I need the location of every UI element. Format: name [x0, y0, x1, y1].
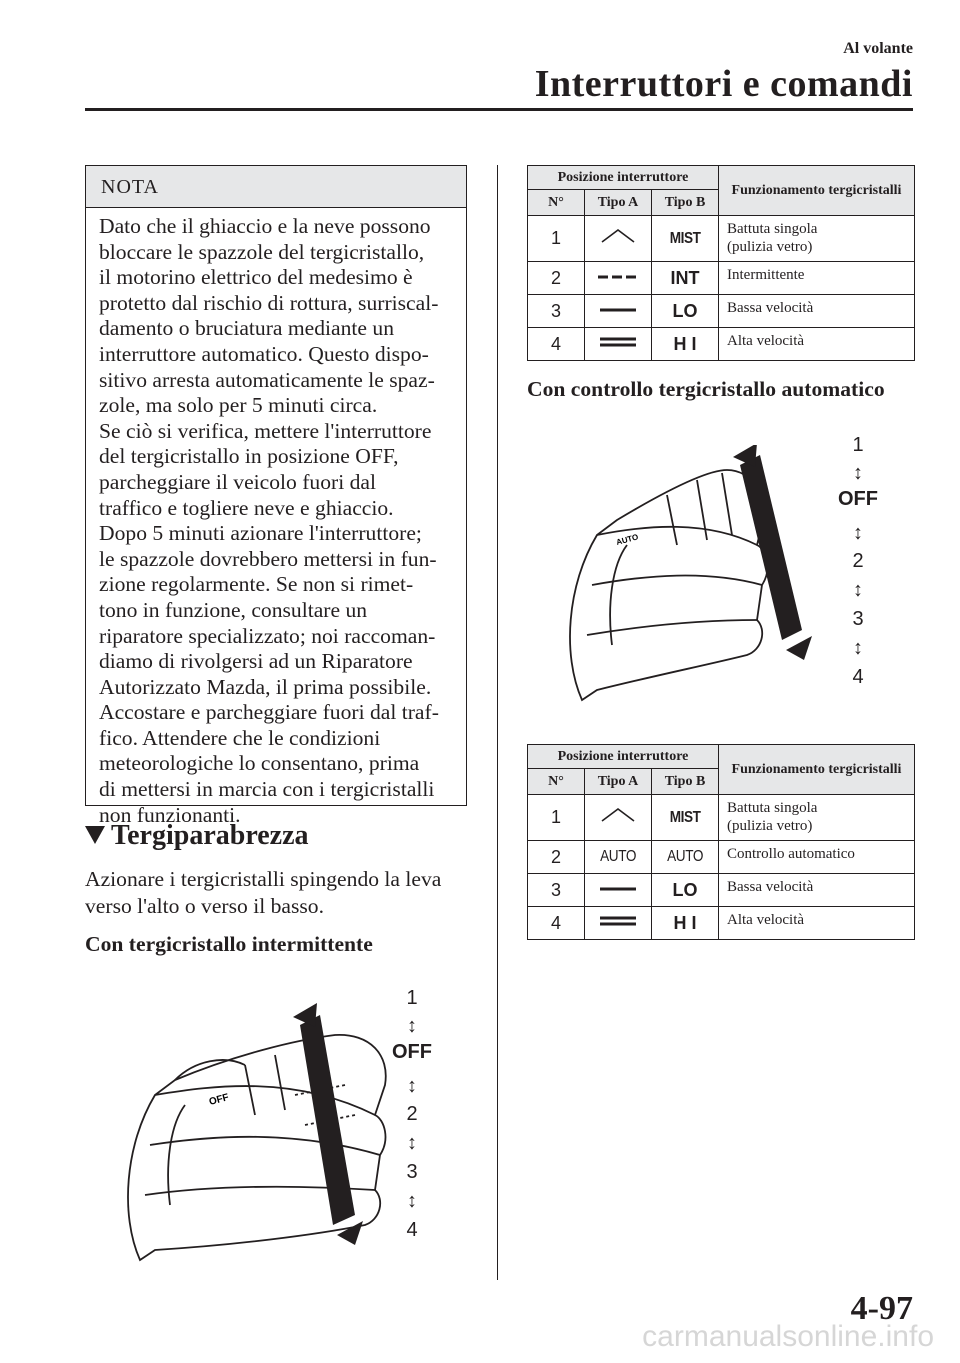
- section-heading-text: Tergiparabrezza: [111, 820, 309, 851]
- table-header-number: N°: [528, 190, 585, 216]
- page-number: 4-97: [850, 1290, 913, 1327]
- page-title: Interruttori e comandi: [534, 63, 913, 105]
- subheading-intermittent: Con tergicristallo intermittente: [85, 932, 373, 956]
- lever-label-off: OFF: [207, 1092, 231, 1108]
- up-down-arrow-icon: ↕: [853, 522, 863, 544]
- up-down-arrow-icon: ↕: [407, 1015, 417, 1037]
- dashed-line-icon: [596, 272, 640, 282]
- position-label: 2: [406, 1102, 418, 1125]
- table-row: 2 INT Intermittente: [528, 262, 915, 295]
- section-heading: [85, 820, 309, 852]
- triangle-marker-icon: [85, 826, 105, 844]
- up-down-arrow-icon: ↕: [853, 637, 863, 659]
- switch-position-table-intermittent: [527, 165, 915, 361]
- table-header-number: N°: [528, 769, 585, 795]
- up-down-arrow-icon: ↕: [407, 1075, 417, 1097]
- position-sequence-2: [826, 432, 890, 690]
- subheading-auto: Con controllo tergicristallo automatico: [527, 377, 885, 401]
- mist-icon: [598, 226, 638, 246]
- position-label: 1: [852, 433, 864, 456]
- header-rule: [85, 108, 913, 111]
- note-text: Dato che il ghiaccio e la neve possono bloccare le spazzole del tergicristallo, il motorino elettrico del medesimo è protetto dal rischio di rottura, surriscal- damento o bruciatura mediante un interruttore automatico. Questo dispo- sitivo arresta automaticamente le spaz- zole, ma solo per 5 minuti circa. Se ciò si verifica, mettere l'interruttore del tergicristallo in posizione OFF, parcheggiare il veicolo fuori dal traffico e togliere neve e ghiaccio. Dopo 5 minuti azionare l'interruttore; le spazzole dovrebbero mettersi in fun- zione regolarmente. Se non si rimet- tono in funzione, consultare un riparatore specializzato; noi raccoman- diamo di rivolgersi ad un Riparatore Autorizzato Mazda, il prima possibile. Accostare e parcheggiare fuori dal traf- fico. Attendere che le condizioni meteorologiche lo consentano, prima di mettersi in marcia con i tergicristalli non funzionanti.: [99, 214, 439, 827]
- up-down-arrow-icon: ↕: [853, 579, 863, 601]
- table-header-function: Funzionamento tergicristalli: [719, 166, 915, 216]
- position-label: 2: [852, 549, 864, 572]
- table-header-type-a: Tipo A: [585, 190, 652, 216]
- wiper-lever-diagram-auto: [557, 445, 827, 710]
- double-line-icon: [596, 335, 640, 349]
- up-down-arrow-icon: ↕: [853, 462, 863, 484]
- double-line-icon: [596, 914, 640, 928]
- lever-illustration: [128, 1035, 386, 1260]
- table-header-type-a: Tipo A: [585, 769, 652, 795]
- table-header-type-b: Tipo B: [652, 190, 719, 216]
- section-paragraph: Azionare i tergicristalli spingendo la leva verso l'alto o verso il basso.: [85, 867, 442, 918]
- position-label: 3: [406, 1160, 418, 1183]
- note-title: NOTA: [86, 166, 466, 208]
- column-divider: [497, 165, 498, 1280]
- position-label: OFF: [392, 1041, 432, 1063]
- position-label: 4: [852, 665, 864, 688]
- watermark: carmanualsonline.info: [642, 1320, 934, 1353]
- table-row: 4 H I Alta velocità: [528, 328, 915, 361]
- single-line-icon: [596, 884, 640, 894]
- position-sequence-1: [380, 985, 444, 1243]
- switch-position-table-auto: [527, 744, 915, 940]
- table-header-function: Funzionamento tergicristalli: [719, 745, 915, 795]
- position-label: 1: [406, 986, 418, 1009]
- lever-label-auto: AUTO: [615, 532, 640, 547]
- table-row: 2 AUTO AUTO Controllo automatico: [528, 841, 915, 874]
- position-label: 3: [852, 607, 864, 630]
- note-box: [85, 165, 467, 827]
- table-row: 4 H I Alta velocità: [528, 907, 915, 940]
- up-down-arrow-icon: ↕: [407, 1132, 417, 1154]
- table-header-position: Posizione interruttore: [528, 745, 719, 769]
- position-label: OFF: [838, 488, 878, 510]
- table-header-position: Posizione interruttore: [528, 166, 719, 190]
- table-row: 1 MIST Battuta singola (pulizia vetro): [528, 795, 915, 841]
- table-row: 3 LO Bassa velocità: [528, 295, 915, 328]
- single-line-icon: [596, 305, 640, 315]
- table-row: 1 MIST Battuta singola (pulizia vetro): [528, 216, 915, 262]
- mist-icon: [598, 805, 638, 825]
- table-row: 3 LO Bassa velocità: [528, 874, 915, 907]
- section-header-label: Al volante: [843, 40, 913, 57]
- up-down-arrow-icon: ↕: [407, 1190, 417, 1212]
- table-header-type-b: Tipo B: [652, 769, 719, 795]
- position-label: 4: [406, 1218, 418, 1241]
- lever-illustration: [570, 470, 767, 700]
